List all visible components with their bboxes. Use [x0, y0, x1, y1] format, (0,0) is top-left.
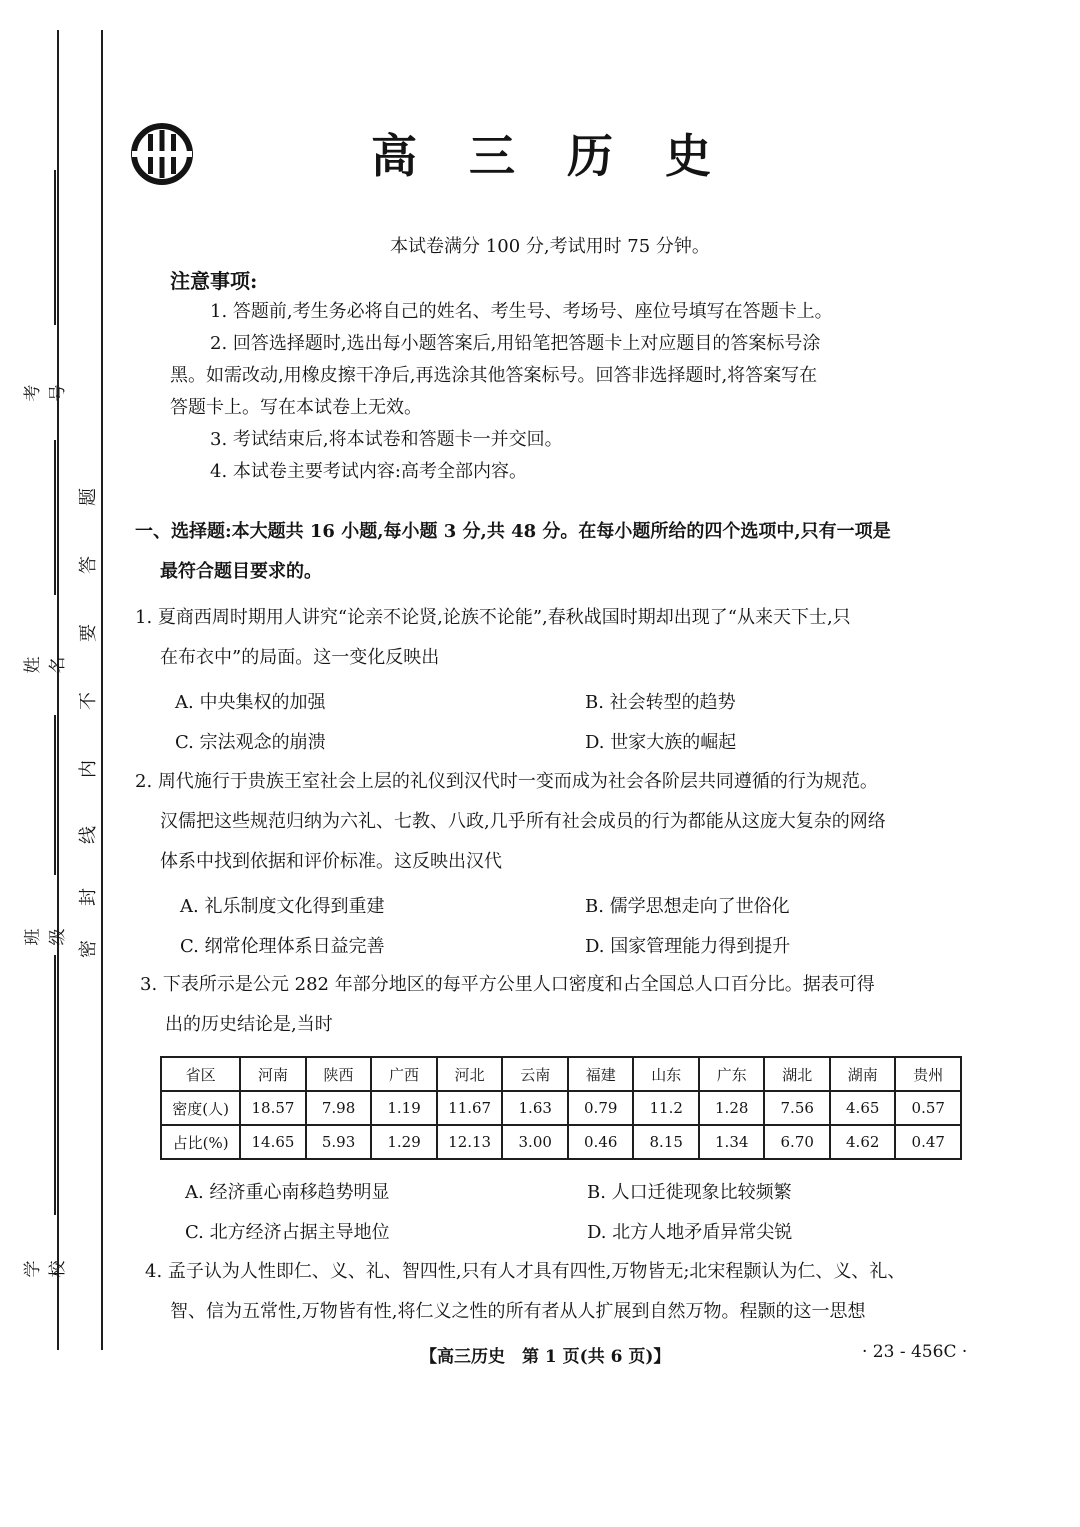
table-cell: 6.70 [764, 1125, 830, 1159]
question-1-option-c[interactable]: C. 宗法观念的崩溃 [175, 732, 326, 753]
school-blank[interactable] [54, 955, 56, 1215]
page-footer: 【高三历史 第 1 页(共 6 页)】 [420, 1347, 671, 1367]
question-2-option-c[interactable]: C. 纲常伦理体系日益完善 [180, 936, 385, 957]
paper-code: · 23 - 456C · [862, 1342, 968, 1362]
stem-line: 2. 周代施行于贵族王室社会上层的礼仪到汉代时一变而成为社会各阶层共同遵循的行为规范。 [135, 771, 878, 792]
exam-info: 本试卷满分 100 分,考试用时 75 分钟。 [390, 236, 710, 257]
table-cell: 18.57 [240, 1091, 306, 1125]
table-cell: 0.46 [568, 1125, 634, 1159]
stem-line: 汉儒把这些规范归纳为六礼、七教、八政,几乎所有社会成员的行为都能从这庞大复杂的网络 [160, 811, 886, 832]
table-cell: 11.2 [633, 1091, 699, 1125]
table-cell: 7.56 [764, 1091, 830, 1125]
table-cell: 山东 [633, 1057, 699, 1091]
table-row [161, 1125, 961, 1159]
question-3-option-b[interactable]: B. 人口迁徙现象比较频繁 [587, 1182, 792, 1203]
table-header-row [161, 1057, 961, 1091]
table-cell: 0.79 [568, 1091, 634, 1125]
table-cell: 湖北 [764, 1057, 830, 1091]
name-label: 姓名 [23, 656, 68, 674]
binding-margin [0, 0, 120, 1340]
binding-line-outer [57, 30, 59, 1350]
table-cell: 陕西 [306, 1057, 372, 1091]
question-4-stem [145, 1252, 985, 1332]
section-heading [135, 512, 975, 592]
seal-char: 内 [78, 760, 99, 778]
notice-list [170, 296, 950, 488]
notice-item: 4. 本试卷主要考试内容:高考全部内容。 [210, 461, 527, 482]
notice-item: 1. 答题前,考生务必将自己的姓名、考生号、考场号、座位号填写在答题卡上。 [210, 301, 833, 322]
question-1-option-a[interactable]: A. 中央集权的加强 [175, 692, 326, 713]
table-cell: 广西 [371, 1057, 437, 1091]
page-title: 高 三 历 史 [370, 129, 730, 183]
name-blank[interactable] [54, 440, 56, 595]
table-cell: 密度(人) [161, 1091, 240, 1125]
table-cell: 0.47 [895, 1125, 961, 1159]
table-cell: 河北 [437, 1057, 503, 1091]
question-3-option-a[interactable]: A. 经济重心南移趋势明显 [185, 1182, 390, 1203]
table-cell: 3.00 [502, 1125, 568, 1159]
table-cell: 贵州 [895, 1057, 961, 1091]
seal-char: 不 [78, 692, 99, 710]
stem-line: 在布衣中”的局面。这一变化反映出 [160, 647, 440, 668]
table-cell: 1.28 [699, 1091, 765, 1125]
stem-line: 3. 下表所示是公元 282 年部分地区的每平方公里人口密度和占全国总人口百分比。据表可得 [140, 974, 875, 995]
seal-char: 密 [78, 940, 99, 958]
table-cell: 5.93 [306, 1125, 372, 1159]
question-1-option-b[interactable]: B. 社会转型的趋势 [585, 692, 736, 713]
table-cell: 1.63 [502, 1091, 568, 1125]
question-2-option-b[interactable]: B. 儒学思想走向了世俗化 [585, 896, 790, 917]
table-cell: 广东 [699, 1057, 765, 1091]
seal-char: 线 [78, 826, 99, 844]
section-line: 一、选择题:本大题共 16 小题,每小题 3 分,共 48 分。在每小题所给的四个选项中,只有一项是 [135, 521, 891, 542]
table-cell: 福建 [568, 1057, 634, 1091]
table-cell: 0.57 [895, 1091, 961, 1125]
table-cell: 1.34 [699, 1125, 765, 1159]
table-cell: 1.29 [371, 1125, 437, 1159]
question-3-option-d[interactable]: D. 北方人地矛盾异常尖锐 [587, 1222, 793, 1243]
section-line: 最符合题目要求的。 [160, 561, 322, 582]
stem-line: 4. 孟子认为人性即仁、义、礼、智四性,只有人才具有四性,万物皆无;北宋程颢认为仁、义、礼、 [145, 1261, 906, 1282]
stem-line: 出的历史结论是,当时 [165, 1014, 333, 1035]
table-cell: 河南 [240, 1057, 306, 1091]
table-cell: 湖南 [830, 1057, 896, 1091]
table-cell: 1.19 [371, 1091, 437, 1125]
table-cell: 省区 [161, 1057, 240, 1091]
notice-item: 2. 回答选择题时,选出每小题答案后,用铅笔把答题卡上对应题目的答案标号涂 [210, 333, 821, 354]
table-cell: 7.98 [306, 1091, 372, 1125]
table-cell: 14.65 [240, 1125, 306, 1159]
question-1-option-d[interactable]: D. 世家大族的崛起 [585, 732, 737, 753]
question-3-option-c[interactable]: C. 北方经济占据主导地位 [185, 1222, 390, 1243]
table-cell: 8.15 [633, 1125, 699, 1159]
exam-number-label: 考号 [23, 384, 68, 402]
table-cell: 4.62 [830, 1125, 896, 1159]
notice-item: 答题卡上。写在本试卷上无效。 [170, 397, 422, 418]
question-3-stem [140, 965, 980, 1045]
question-2-option-a[interactable]: A. 礼乐制度文化得到重建 [180, 896, 385, 917]
table-cell: 云南 [502, 1057, 568, 1091]
stem-line: 1. 夏商西周时期用人讲究“论亲不论贤,论族不论能”,春秋战国时期却出现了“从来天下士,只 [135, 607, 851, 628]
class-blank[interactable] [54, 715, 56, 875]
notice-item: 3. 考试结束后,将本试卷和答题卡一并交回。 [210, 429, 563, 450]
exam-logo-icon [130, 122, 194, 186]
question-2-stem [135, 762, 975, 882]
population-table [160, 1056, 962, 1160]
question-1-stem [135, 598, 975, 678]
table-cell: 12.13 [437, 1125, 503, 1159]
seal-char: 要 [78, 624, 99, 642]
school-label: 学校 [23, 1260, 68, 1278]
table-cell: 11.67 [437, 1091, 503, 1125]
question-2-option-d[interactable]: D. 国家管理能力得到提升 [585, 936, 791, 957]
binding-line-inner [101, 30, 103, 1350]
class-label: 班级 [23, 928, 68, 946]
exam-number-blank[interactable] [54, 170, 56, 325]
stem-line: 智、信为五常性,万物皆有性,将仁义之性的所有者从人扩展到自然万物。程颢的这一思想 [170, 1301, 866, 1322]
table-cell: 4.65 [830, 1091, 896, 1125]
table-cell: 占比(%) [161, 1125, 240, 1159]
stem-line: 体系中找到依据和评价标准。这反映出汉代 [160, 851, 502, 872]
table-row [161, 1091, 961, 1125]
seal-char: 答 [78, 556, 99, 574]
seal-char: 封 [78, 888, 99, 906]
seal-char: 题 [78, 488, 99, 506]
notice-item: 黑。如需改动,用橡皮擦干净后,再选涂其他答案标号。回答非选择题时,将答案写在 [170, 365, 818, 386]
notice-heading: 注意事项: [170, 269, 258, 293]
